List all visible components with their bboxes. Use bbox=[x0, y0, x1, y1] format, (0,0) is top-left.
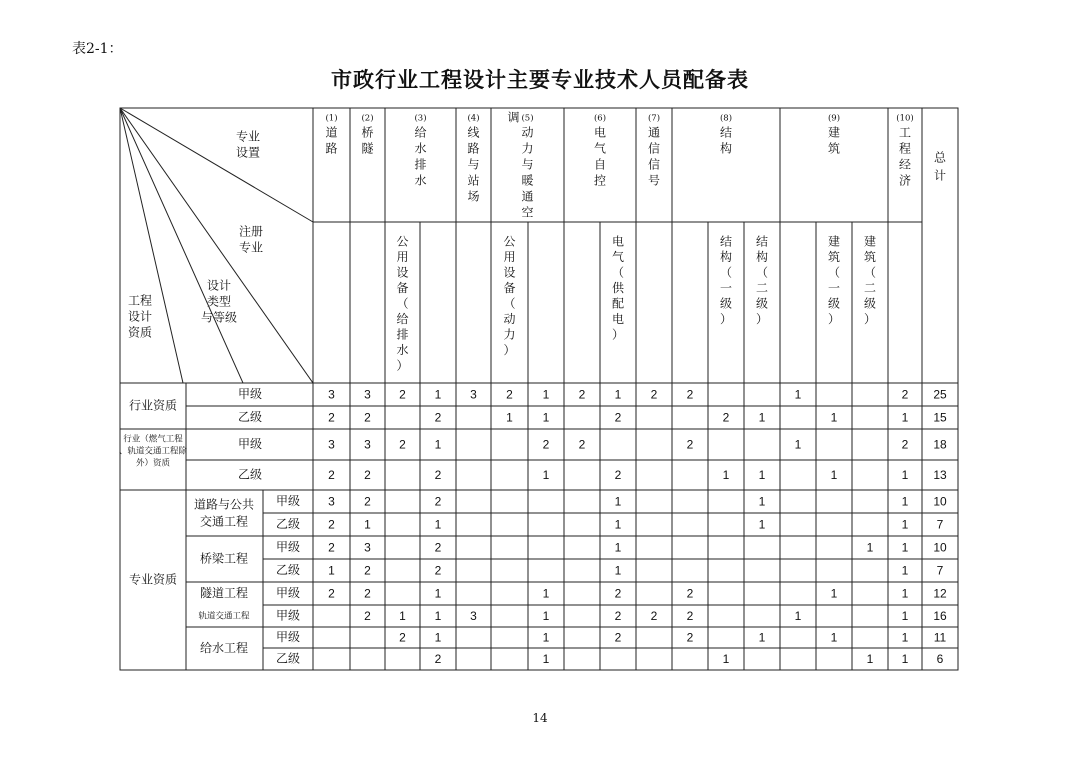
vertical-char: 场 bbox=[467, 189, 480, 204]
table-cell-value: 10 bbox=[933, 540, 947, 555]
corner-label-sheji2: 设计 bbox=[127, 309, 153, 324]
vertical-char: 水 bbox=[414, 141, 427, 156]
table-cell-value: 2 bbox=[686, 437, 694, 452]
major-name bbox=[521, 125, 533, 220]
table-cell-value: 2 bbox=[686, 387, 694, 402]
table-cell-value: 1 bbox=[830, 410, 838, 425]
vertical-char: 动 bbox=[503, 312, 516, 326]
major-name bbox=[325, 126, 337, 156]
table-cell-value: 1 bbox=[328, 563, 335, 578]
vertical-char: （ bbox=[503, 296, 516, 311]
table-cell-value: 11 bbox=[933, 630, 947, 645]
table-cell-value: 1 bbox=[434, 630, 442, 645]
vertical-char: （ bbox=[827, 265, 841, 280]
table-cell-value: 10 bbox=[933, 494, 947, 509]
table-cell-value: 1 bbox=[722, 468, 730, 483]
table-cell-value: 1 bbox=[866, 540, 874, 555]
vertical-char: （ bbox=[611, 265, 625, 280]
vertical-char: 隧 bbox=[361, 141, 374, 156]
grade-label: 甲级 bbox=[237, 387, 263, 401]
table-cell-value: 2 bbox=[578, 437, 586, 452]
table-cell-value: 2 bbox=[614, 586, 622, 601]
vertical-char: 级 bbox=[755, 296, 769, 311]
table-cell-value: 2 bbox=[364, 563, 371, 578]
table-cell-value: 1 bbox=[901, 517, 909, 532]
table-cell-value: 1 bbox=[614, 540, 622, 555]
table-cell-value: 2 bbox=[328, 586, 335, 601]
vertical-char: 一 bbox=[827, 281, 841, 295]
corner-label-shezhi: 设置 bbox=[235, 145, 261, 160]
table-cell-value: 3 bbox=[328, 387, 335, 402]
table-cell-value: 1 bbox=[901, 540, 909, 555]
vertical-char: 动 bbox=[521, 125, 534, 140]
table-cell-value: 1 bbox=[434, 387, 442, 402]
major-name bbox=[648, 126, 660, 188]
table-cell-value: 2 bbox=[686, 609, 694, 624]
vertical-char: 供 bbox=[611, 281, 625, 295]
table-cell-value: 2 bbox=[328, 517, 335, 532]
table-cell-value: 2 bbox=[364, 586, 371, 601]
vertical-char: 电 bbox=[611, 234, 625, 249]
table-cell-value: 6 bbox=[936, 652, 944, 667]
table-cell-value: 2 bbox=[650, 609, 658, 624]
row-label-industry-excl: 、轨道交通工程除 bbox=[118, 446, 188, 457]
major-number: (10) bbox=[896, 113, 914, 124]
row-label-industry-excl: 行业（燃气工程 bbox=[123, 434, 183, 445]
table-cell-value: 2 bbox=[650, 387, 658, 402]
table-cell-value: 1 bbox=[614, 517, 622, 532]
table-cell-value: 1 bbox=[901, 494, 909, 509]
table-cell-value: 2 bbox=[328, 410, 335, 425]
vertical-char: 力 bbox=[503, 327, 516, 342]
table-cell-value: 25 bbox=[933, 387, 947, 402]
table-cell-value: 1 bbox=[614, 563, 622, 578]
vertical-char: 设 bbox=[396, 265, 409, 280]
vertical-char: 公 bbox=[503, 234, 516, 249]
vertical-char: 建 bbox=[827, 234, 841, 249]
table-cell-value: 2 bbox=[686, 630, 694, 645]
table-cell-value: 1 bbox=[794, 387, 802, 402]
vertical-char: 排 bbox=[414, 157, 427, 172]
table-cell-value: 1 bbox=[542, 609, 550, 624]
vertical-char: 水 bbox=[396, 343, 409, 357]
table-cell-value: 3 bbox=[328, 494, 335, 509]
table-cell-value: 2 bbox=[364, 609, 371, 624]
table-cell-value: 16 bbox=[933, 609, 947, 624]
table-cell-value: 1 bbox=[830, 586, 838, 601]
table-cell-value: 2 bbox=[542, 437, 550, 452]
vertical-char: 建 bbox=[827, 125, 841, 140]
vertical-char: 用 bbox=[503, 250, 516, 264]
vertical-char: 筑 bbox=[827, 250, 841, 264]
table-cell-value: 2 bbox=[722, 410, 730, 425]
table-cell-value: 1 bbox=[794, 609, 802, 624]
table-cell-value: 1 bbox=[758, 468, 766, 483]
table-cell-value: 2 bbox=[614, 410, 622, 425]
table-cell-value: 1 bbox=[758, 630, 766, 645]
grade-label: 甲级 bbox=[275, 630, 301, 644]
table-cell-value: 1 bbox=[614, 387, 622, 402]
corner-diagonal bbox=[120, 108, 313, 222]
vertical-char: ） bbox=[611, 327, 625, 342]
major-name bbox=[720, 125, 732, 156]
corner-label-leixing: 类型 bbox=[206, 294, 232, 309]
vertical-char: 公 bbox=[396, 234, 409, 249]
corner-label-dengji: 与等级 bbox=[200, 310, 238, 325]
row-label-road: 道路与公共 bbox=[193, 497, 255, 512]
table-cell-value: 1 bbox=[434, 437, 442, 452]
vertical-char: 济 bbox=[898, 173, 912, 188]
vertical-char: ） bbox=[719, 312, 733, 326]
vertical-char: （ bbox=[719, 265, 733, 280]
vertical-char: 与 bbox=[467, 157, 480, 172]
vertical-char: 结 bbox=[719, 125, 733, 140]
vertical-char: 控 bbox=[593, 173, 607, 188]
vertical-char: 与 bbox=[521, 157, 534, 172]
grade-label: 乙级 bbox=[275, 651, 301, 666]
table-cell-value: 2 bbox=[328, 540, 335, 555]
table-cell-value: 1 bbox=[542, 630, 550, 645]
vertical-char: 桥 bbox=[361, 125, 374, 140]
vertical-char: 电 bbox=[611, 312, 625, 326]
total-header bbox=[934, 151, 947, 183]
table-cell-value: 2 bbox=[901, 437, 909, 452]
vertical-char: 筑 bbox=[863, 250, 877, 264]
major-number: (6) bbox=[593, 113, 607, 124]
vertical-char: 电 bbox=[593, 125, 607, 140]
vertical-char: ） bbox=[503, 343, 516, 357]
vertical-char: 配 bbox=[611, 296, 625, 311]
vertical-char: 通 bbox=[647, 125, 661, 140]
major-prefix: 调 bbox=[507, 110, 520, 125]
vertical-char: 力 bbox=[521, 141, 534, 156]
major-number: (7) bbox=[647, 113, 661, 124]
major-number: (1) bbox=[325, 113, 338, 124]
table-cell-value: 2 bbox=[434, 494, 442, 509]
table-cell-value: 3 bbox=[470, 609, 477, 624]
page-number: 14 bbox=[532, 711, 548, 725]
major-number: (4) bbox=[467, 113, 480, 124]
major-name bbox=[414, 125, 426, 188]
table-cell-value: 1 bbox=[901, 468, 909, 483]
table-cell-value: 2 bbox=[614, 609, 622, 624]
vertical-char: 气 bbox=[593, 141, 607, 156]
vertical-char: 信 bbox=[647, 141, 661, 156]
vertical-char: 二 bbox=[755, 281, 769, 295]
registered-profession bbox=[720, 234, 732, 327]
table-cell-value: 3 bbox=[364, 437, 371, 452]
table-cell-value: 2 bbox=[399, 630, 406, 645]
major-number: (2) bbox=[361, 113, 374, 124]
major-name bbox=[828, 125, 840, 156]
corner-label-zhuanye2: 专业 bbox=[238, 240, 264, 255]
table-cell-value: 2 bbox=[578, 387, 586, 402]
grade-label: 甲级 bbox=[275, 586, 301, 600]
vertical-char: 构 bbox=[719, 141, 733, 156]
vertical-char: 筑 bbox=[827, 141, 841, 156]
registered-profession bbox=[756, 234, 768, 327]
table-cell-value: 2 bbox=[686, 586, 694, 601]
table-cell-value: 2 bbox=[364, 410, 371, 425]
row-label-road: 交通工程 bbox=[199, 514, 249, 529]
table-cell-value: 13 bbox=[933, 468, 947, 483]
grade-label: 乙级 bbox=[275, 563, 301, 577]
vertical-char: 站 bbox=[467, 173, 480, 188]
table-cell-value: 1 bbox=[901, 630, 909, 645]
corner-diagonal bbox=[120, 108, 183, 383]
registered-profession bbox=[503, 235, 515, 358]
vertical-char: 自 bbox=[593, 157, 607, 172]
vertical-char: 结 bbox=[719, 234, 733, 249]
vertical-char: 排 bbox=[396, 327, 409, 342]
corner-label-gongcheng: 工程 bbox=[127, 293, 153, 308]
grade-label: 乙级 bbox=[275, 517, 301, 531]
table-cell-value: 1 bbox=[542, 586, 550, 601]
grade-label: 甲级 bbox=[275, 494, 301, 508]
corner-diagonal bbox=[120, 108, 243, 383]
table-cell-value: 3 bbox=[364, 540, 371, 555]
vertical-char: 程 bbox=[898, 141, 912, 156]
vertical-char: 计 bbox=[933, 168, 947, 183]
vertical-char: 结 bbox=[755, 234, 769, 249]
row-label-water: 给水工程 bbox=[199, 641, 249, 655]
table-cell-value: 1 bbox=[830, 630, 838, 645]
vertical-char: 建 bbox=[863, 234, 877, 249]
major-number: (3) bbox=[414, 113, 427, 124]
vertical-char: 道 bbox=[325, 125, 338, 140]
vertical-char: 级 bbox=[719, 296, 733, 311]
row-label-tunnel: 隧道工程 bbox=[199, 586, 249, 600]
vertical-char: 给 bbox=[396, 312, 409, 326]
row-label-industry-excl: 外）资质 bbox=[135, 458, 171, 469]
vertical-char: ） bbox=[755, 312, 769, 326]
grade-label: 乙级 bbox=[237, 410, 263, 424]
vertical-char: 级 bbox=[827, 296, 841, 311]
table-cell-value: 2 bbox=[434, 410, 442, 425]
vertical-char: ） bbox=[827, 312, 841, 326]
table-cell-value: 3 bbox=[364, 387, 371, 402]
table-cell-value: 3 bbox=[328, 437, 335, 452]
table-cell-value: 1 bbox=[830, 468, 838, 483]
table-cell-value: 1 bbox=[722, 652, 730, 667]
table-cell-value: 1 bbox=[758, 517, 766, 532]
grade-label: 乙级 bbox=[237, 467, 263, 482]
table-cell-value: 1 bbox=[758, 494, 766, 509]
major-name bbox=[899, 126, 911, 188]
table-cell-value: 12 bbox=[933, 586, 947, 601]
table-cell-value: 2 bbox=[614, 468, 622, 483]
table-cell-value: 1 bbox=[901, 652, 909, 667]
vertical-char: 号 bbox=[647, 173, 661, 188]
registered-profession bbox=[828, 234, 840, 327]
corner-label-zhuanye: 专业 bbox=[235, 129, 261, 144]
table-cell-value: 3 bbox=[470, 387, 477, 402]
page-title: 市政行业工程设计主要专业技术人员配备表 bbox=[331, 67, 749, 92]
vertical-char: （ bbox=[755, 265, 769, 280]
table-cell-value: 7 bbox=[936, 517, 944, 532]
table-cell-value: 1 bbox=[399, 609, 406, 624]
table-cell-value: 2 bbox=[399, 387, 406, 402]
major-number: (9) bbox=[827, 113, 841, 124]
table-cell-value: 1 bbox=[901, 586, 909, 601]
table-label: 表2-1： bbox=[72, 41, 123, 57]
vertical-char: ） bbox=[396, 358, 409, 373]
vertical-char: 一 bbox=[719, 281, 733, 295]
grade-label: 甲级 bbox=[275, 608, 301, 623]
table-cell-value: 1 bbox=[758, 410, 766, 425]
vertical-char: 构 bbox=[719, 250, 733, 264]
vertical-char: （ bbox=[396, 296, 409, 311]
table-cell-value: 2 bbox=[328, 468, 335, 483]
vertical-char: 路 bbox=[467, 141, 480, 156]
table-cell-value: 1 bbox=[434, 517, 442, 532]
table-cell-value: 1 bbox=[542, 387, 550, 402]
vertical-char: 通 bbox=[521, 189, 534, 204]
vertical-char: 经 bbox=[898, 157, 912, 172]
vertical-char: 总 bbox=[933, 150, 947, 165]
vertical-char: 给 bbox=[414, 125, 427, 140]
table-cell-value: 7 bbox=[936, 563, 944, 578]
table-cell-value: 2 bbox=[364, 468, 371, 483]
major-name bbox=[361, 125, 374, 156]
table-cell-value: 1 bbox=[901, 563, 909, 578]
table-cell-value: 1 bbox=[901, 410, 909, 425]
table-cell-value: 2 bbox=[901, 387, 909, 402]
vertical-char: 暖 bbox=[521, 173, 534, 188]
vertical-char: 设 bbox=[503, 265, 516, 280]
vertical-char: 线 bbox=[467, 125, 480, 140]
corner-label-zizhi: 资质 bbox=[127, 325, 153, 340]
major-number: (8) bbox=[719, 113, 733, 124]
major-name bbox=[467, 125, 479, 204]
vertical-char: 路 bbox=[325, 141, 338, 156]
table-cell-value: 2 bbox=[364, 494, 371, 509]
major-number: (5) bbox=[521, 113, 534, 124]
vertical-char: 水 bbox=[414, 173, 427, 188]
table-cell-value: 1 bbox=[866, 652, 874, 667]
table-cell-value: 2 bbox=[434, 652, 442, 667]
table-cell-value: 1 bbox=[794, 437, 802, 452]
table-cell-value: 2 bbox=[506, 387, 513, 402]
vertical-char: （ bbox=[863, 265, 877, 280]
table-cell-value: 1 bbox=[614, 494, 622, 509]
table-cell-value: 1 bbox=[901, 609, 909, 624]
vertical-char: 级 bbox=[863, 296, 877, 311]
table-cell-value: 15 bbox=[933, 410, 947, 425]
vertical-char: 用 bbox=[396, 250, 409, 264]
vertical-char: 二 bbox=[863, 281, 877, 295]
corner-label-sheji: 设计 bbox=[206, 278, 232, 293]
vertical-char: 气 bbox=[611, 250, 625, 264]
grade-label: 甲级 bbox=[275, 540, 301, 554]
grade-label: 甲级 bbox=[237, 437, 263, 451]
table-cell-value: 2 bbox=[434, 563, 442, 578]
row-label-industry: 行业资质 bbox=[128, 398, 178, 413]
vertical-char: ） bbox=[863, 312, 877, 326]
row-label-rail: 轨道交通工程 bbox=[198, 611, 250, 622]
vertical-char: 备 bbox=[396, 281, 409, 295]
registered-profession bbox=[612, 234, 625, 342]
table-cell-value: 18 bbox=[933, 437, 947, 452]
table-cell-value: 2 bbox=[614, 630, 622, 645]
table-cell-value: 1 bbox=[364, 517, 371, 532]
table-cell-value: 2 bbox=[399, 437, 406, 452]
table-cell-value: 2 bbox=[434, 468, 442, 483]
row-label-specialty: 专业资质 bbox=[128, 572, 178, 587]
registered-profession bbox=[396, 235, 408, 373]
table-cell-value: 1 bbox=[542, 468, 550, 483]
row-label-bridge: 桥梁工程 bbox=[199, 551, 249, 566]
vertical-char: 空 bbox=[521, 205, 534, 220]
corner-diagonal bbox=[120, 108, 313, 383]
vertical-char: 备 bbox=[503, 281, 516, 295]
vertical-char: 构 bbox=[755, 250, 769, 264]
table-cell-value: 1 bbox=[434, 609, 442, 624]
vertical-char: 工 bbox=[898, 125, 912, 140]
registered-profession bbox=[864, 234, 876, 327]
vertical-char: 信 bbox=[647, 157, 661, 172]
major-name bbox=[594, 125, 606, 188]
corner-label-zhuce: 注册 bbox=[238, 224, 264, 239]
table-cell-value: 1 bbox=[542, 410, 550, 425]
table-cell-value: 1 bbox=[506, 410, 513, 425]
table-cell-value: 1 bbox=[434, 586, 442, 601]
table-cell-value: 2 bbox=[434, 540, 442, 555]
table-cell-value: 1 bbox=[542, 652, 550, 667]
